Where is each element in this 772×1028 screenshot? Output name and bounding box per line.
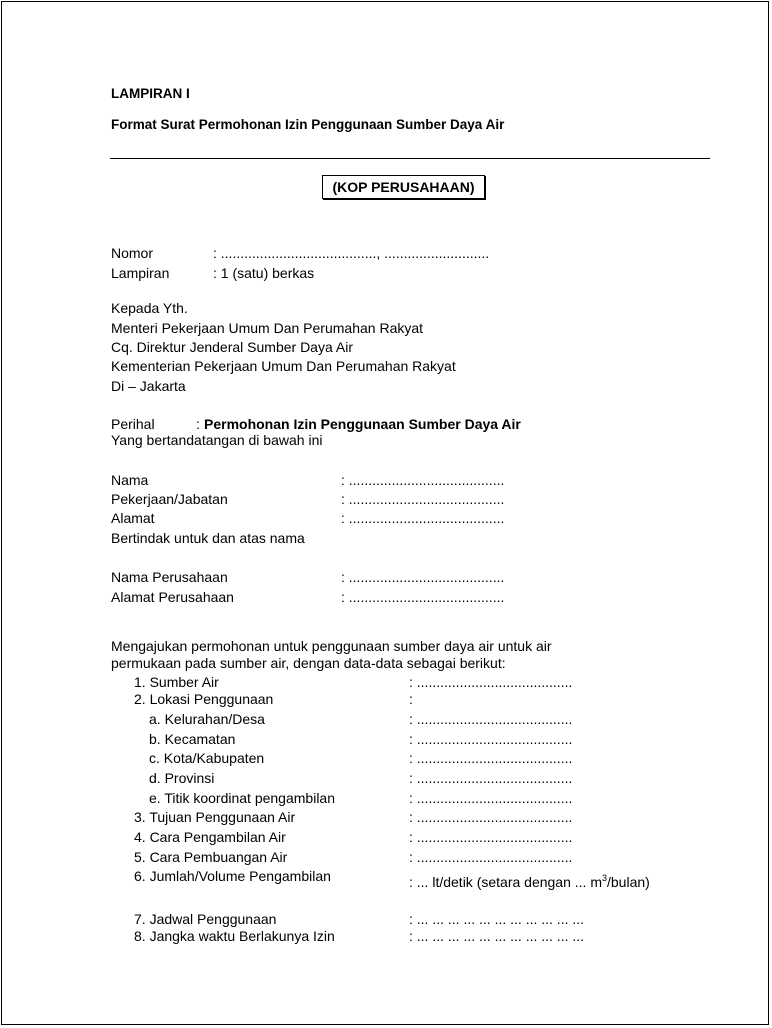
item-value: : ........................................ [409,674,573,690]
item-value: : ... ... ... ... ... ... ... ... ... ... ... [409,911,585,927]
item-value: : ... ... ... ... ... ... ... ... ... ... ... [409,928,585,944]
recipient-line: Di – Jakarta [111,378,186,394]
lampiran-title: LAMPIRAN I [111,86,190,101]
request-line: permukaan pada sumber air, dengan data-data sebagai berikut: [111,655,506,671]
perihal-colon: : [196,416,200,432]
item-value: : ........................................ [409,750,573,766]
item-label: 3. Tujuan Penggunaan Air [134,809,296,825]
item-label: 7. Jadwal Penggunaan [134,911,277,927]
item-label: 6. Jumlah/Volume Pengambilan [134,868,331,884]
perihal-label: Perihal [111,416,155,432]
item-value: : ........................................ [409,731,573,747]
format-title: Format Surat Permohonan Izin Penggunaan Sumber Daya Air [111,117,505,132]
item-label: 2. Lokasi Penggunaan [134,691,274,707]
applicant-value: : ........................................ [341,510,505,526]
request-line: Mengajukan permohonan untuk penggunaan sumber daya air untuk air [111,638,552,654]
item-value: : ........................................ [409,809,573,825]
item-label: b. Kecamatan [149,731,236,747]
item-label: 4. Cara Pengambilan Air [134,829,286,845]
item-label: c. Kota/Kabupaten [149,750,265,766]
lampiran-value: : 1 (satu) berkas [213,265,315,281]
header-divider [110,158,710,159]
company-value: : ........................................ [341,589,505,605]
applicant-label: Alamat [111,510,155,526]
item-label: d. Provinsi [149,770,215,786]
applicant-label: Nama [111,472,149,488]
recipient-line: Menteri Pekerjaan Umum Dan Perumahan Rakyat [111,320,424,336]
intro-text: Yang bertandatangan di bawah ini [111,432,323,448]
applicant-value: : ........................................ [341,491,505,507]
nomor-label: Nomor [111,245,154,261]
item-value: : ........................................ [409,849,573,865]
item-value: : ........................................ [409,711,573,727]
item-value: : ........................................ [409,829,573,845]
item-value-volume: : ... lt/detik (setara dengan ... $m^3/bulan$) [409,873,650,890]
item-value: : ........................................ [409,790,573,806]
perihal-value: Permohonan Izin Penggunaan Sumber Daya Air [204,416,521,432]
nomor-value: : ........................................, ........................... [213,245,490,261]
item-label: 1. Sumber Air [134,674,219,690]
item-label: 5. Cara Pembuangan Air [134,849,288,865]
kop-perusahaan-box: (KOP PERUSAHAAN) [322,175,485,199]
item-label: e. Titik koordinat pengambilan [149,790,335,806]
recipient-line: Cq. Direktur Jenderal Sumber Daya Air [111,339,353,355]
company-label: Nama Perusahaan [111,569,228,585]
lampiran-label: Lampiran [111,265,170,281]
recipient-line: Kepada Yth. [111,300,188,316]
recipient-line: Kementerian Pekerjaan Umum Dan Perumahan Rakyat [111,358,456,374]
applicant-label: Pekerjaan/Jabatan [111,491,228,507]
item-label: 8. Jangka waktu Berlakunya Izin [134,928,335,944]
applicant-value: : ........................................ [341,472,505,488]
acting-for-text: Bertindak untuk dan atas nama [111,530,305,546]
item-value: : ........................................ [409,770,573,786]
item-value: : [409,691,413,707]
company-value: : ........................................ [341,569,505,585]
company-label: Alamat Perusahaan [111,589,234,605]
item-label: a. Kelurahan/Desa [149,711,265,727]
